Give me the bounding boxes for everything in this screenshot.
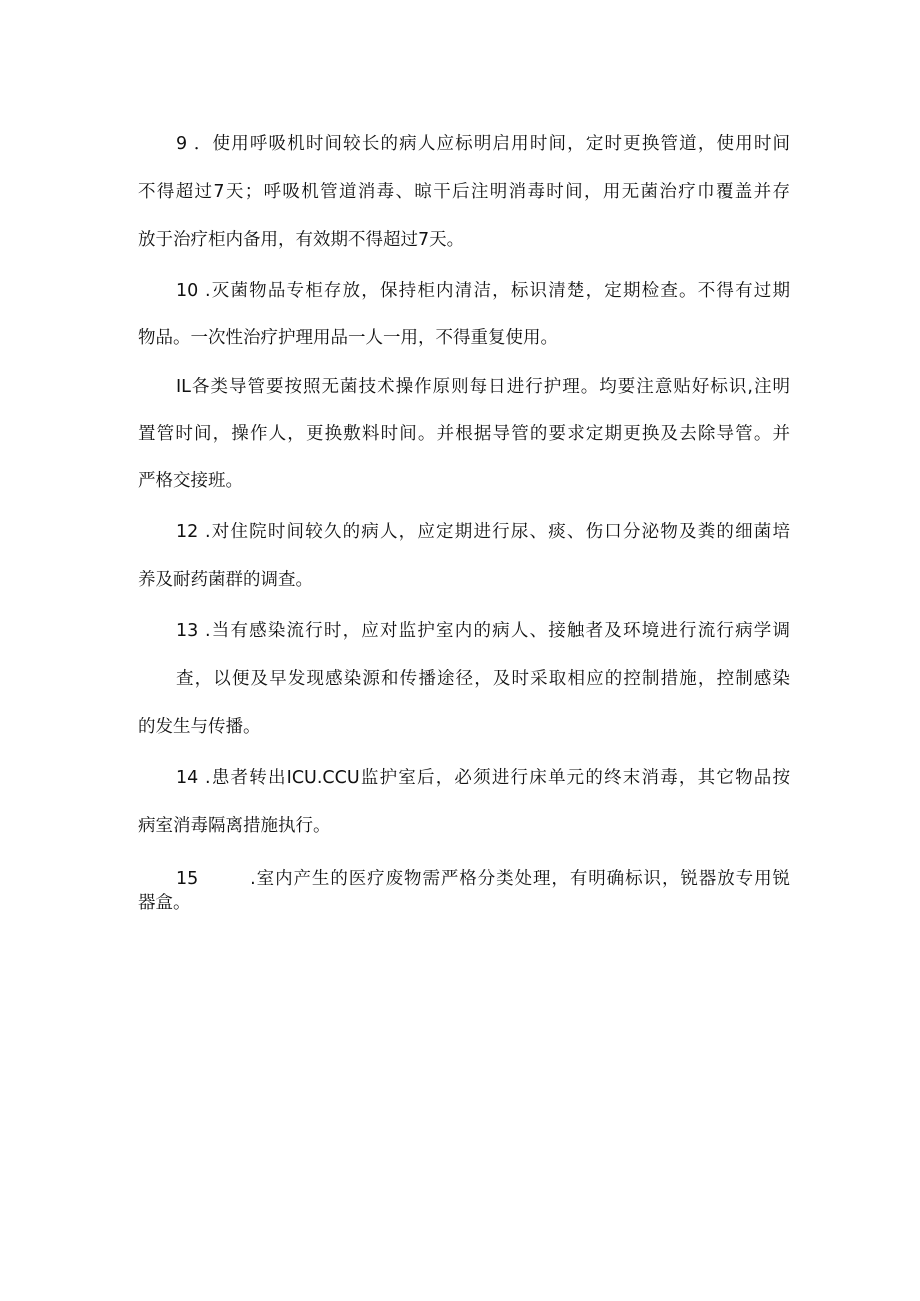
item-13-line-2: 查，以便及早发现感染源和传播途径，及时采取相应的控制措施，控制感染 bbox=[176, 669, 790, 689]
item-15-line-1: 15 .室内产生的医疗废物需严格分类处理，有明确标识，锐器放专用锐 bbox=[176, 869, 790, 889]
item-9-line-1: 9 ．使用呼吸机时间较长的病人应标明启用时间，定时更换管道，使用时间 bbox=[176, 134, 790, 154]
item-11-line-1: IL各类导管要按照无菌技术操作原则每日进行护理。均要注意贴好标识,注明 bbox=[176, 377, 790, 397]
item-9-line-2: 不得超过7天；呼吸机管道消毒、晾干后注明消毒时间，用无菌治疗巾覆盖并存 bbox=[138, 182, 790, 202]
item-13-line-3: 的发生与传播。 bbox=[138, 717, 261, 737]
item-15-line-2: 器盒。 bbox=[138, 893, 191, 913]
item-13-line-1: 13 .当有感染流行时，应对监护室内的病人、接触者及环境进行流行病学调 bbox=[176, 621, 790, 641]
item-9-line-3: 放于治疗柜内备用，有效期不得超过7天。 bbox=[138, 230, 465, 250]
item-14-line-2: 病室消毒隔离措施执行。 bbox=[138, 816, 331, 836]
item-14-line-1: 14 .患者转出ICU.CCU监护室后，必须进行床单元的终末消毒，其它物品按 bbox=[176, 768, 790, 788]
item-12-line-1: 12 .对住院时间较久的病人，应定期进行尿、痰、伤口分泌物及粪的细菌培 bbox=[176, 522, 790, 542]
item-10-line-1: 10 .灭菌物品专柜存放，保持柜内清洁，标识清楚，定期检查。不得有过期 bbox=[176, 281, 790, 301]
item-11-line-3: 严格交接班。 bbox=[138, 471, 243, 491]
item-10-line-2: 物品。一次性治疗护理用品一人一用，不得重复使用。 bbox=[138, 328, 558, 348]
item-11-line-2: 置管时间，操作人，更换敷料时间。并根据导管的要求定期更换及去除导管。并 bbox=[138, 424, 790, 444]
item-12-line-2: 养及耐药菌群的调查。 bbox=[138, 570, 313, 590]
